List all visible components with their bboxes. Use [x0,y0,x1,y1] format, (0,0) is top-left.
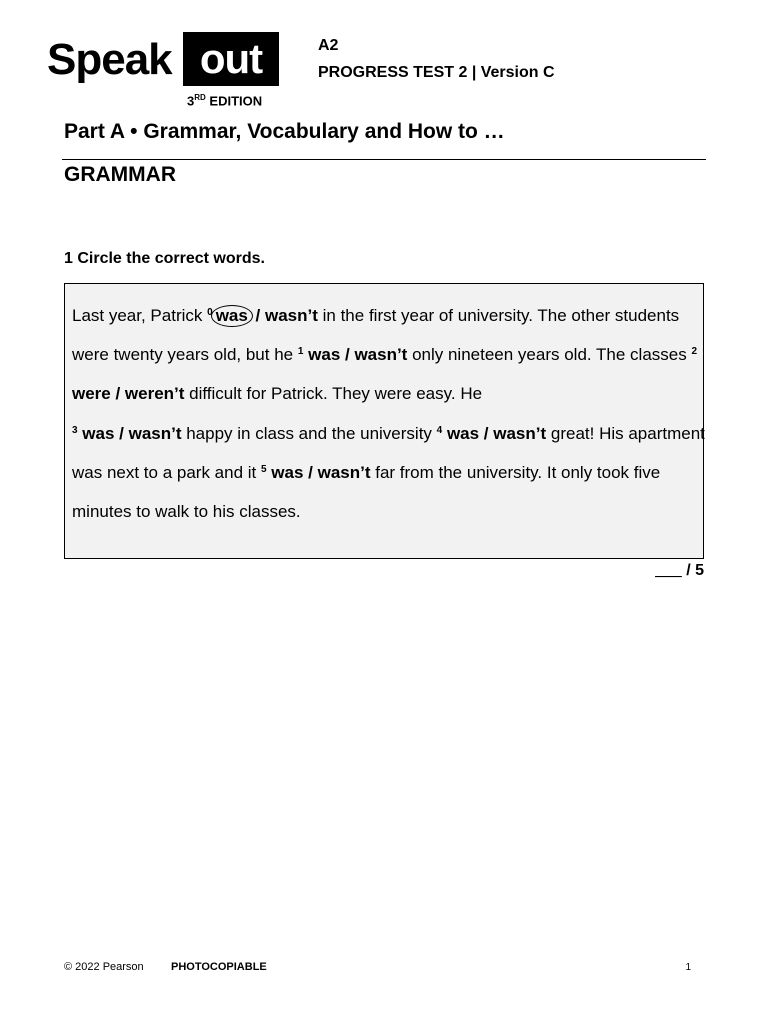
example-answer: was / wasn’t [213,306,318,325]
score-total: / 5 [681,562,704,579]
section-title: GRAMMAR [64,163,176,186]
exercise-instruction: 1 Circle the correct words. [64,250,265,267]
part-title: Part A • Grammar, Vocabulary and How to … [64,120,505,143]
level-label: A2 [318,37,339,54]
option-pair-1[interactable]: was / wasn’t [308,345,408,365]
item-number-3: 3 [72,424,78,436]
score-line [655,562,704,580]
logo-speak-text: Speak [47,35,172,84]
item-number-0: 0 [207,307,213,318]
footer-photocopiable: PHOTOCOPIABLE [171,961,267,973]
exercise-paragraph: Last year, Patrick $^0$ was / wasn’t in the first year of university. The other students were twenty years old, but he $^1$ was / wasn’t only nineteen years old. The classes $^2$ were / weren’t difficult for Patrick. They were easy. He $^3$ was / wasn’t happy in class and the university $^4$ was / wasn’t great! His apartment was next to a park and it $^5$ was / wasn’t far from the university. It only took five minutes to walk to his classes. [72,306,705,522]
circled-answer: was [211,305,253,327]
footer-copyright: © 2022 Pearson [64,961,144,973]
item-number-2: 2 [691,346,698,358]
page-number: 1 [685,962,691,973]
logo-out-box: out [183,32,279,86]
option-pair-5[interactable]: was / wasn’t [271,462,371,482]
logo-edition: 3RD EDITION [187,93,263,109]
option-pair-2[interactable]: were / weren’t [72,384,185,404]
item-number-5: 5 [261,463,267,475]
score-blank[interactable]: ___ [655,562,682,579]
item-number-1: 1 [297,346,304,358]
speakout-logo [47,32,279,112]
divider-line [62,159,706,160]
option-pair-4[interactable]: was / wasn’t [446,423,547,443]
test-title: PROGRESS TEST 2 | Version C [318,64,555,81]
item-number-4: 4 [436,424,443,436]
exercise-text-box [64,283,704,559]
option-pair-3[interactable]: was / wasn’t [82,423,182,443]
